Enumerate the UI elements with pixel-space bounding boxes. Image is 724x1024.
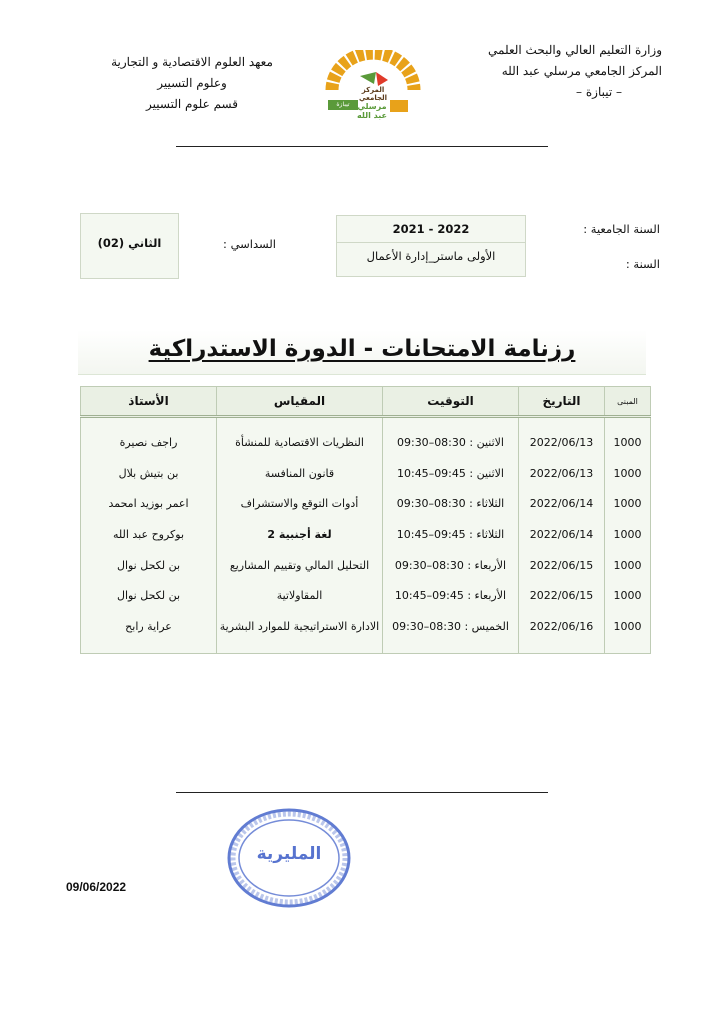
center-line: المركز الجامعي مرسلي عبد الله — [501, 64, 662, 78]
cell-time: الأربعاء : 09:45–10:45 — [383, 580, 519, 611]
cell-teacher: اعمر بوزيد امحمد — [81, 488, 217, 519]
year-level-box — [336, 215, 526, 277]
institute-line-2: وعلوم التسيير — [157, 76, 227, 90]
cell-teacher: راجف نصيرة — [81, 417, 217, 458]
cell-module: التحليل المالي وتقييم المشاريع — [217, 550, 383, 581]
cell-time: الخميس : 08:30–09:30 — [383, 611, 519, 653]
cell-teacher: بوكروح عبد الله — [81, 519, 217, 550]
logo-label-city: تيبازة — [336, 101, 350, 108]
cell-building: 1000 — [605, 417, 651, 458]
ministry-line: وزارة التعليم العالي والبحث العلمي — [488, 43, 662, 57]
col-module: المقياس — [217, 387, 383, 417]
university-logo — [318, 50, 428, 120]
cell-module: الادارة الاستراتيجية للموارد البشرية — [217, 611, 383, 653]
cell-time: الاثنين : 08:30–09:30 — [383, 417, 519, 458]
exam-schedule-table — [80, 386, 651, 654]
department-line: قسم علوم التسيير — [146, 97, 238, 111]
cell-building: 1000 — [605, 550, 651, 581]
official-stamp — [224, 806, 354, 910]
col-teacher: الأستاذ — [81, 387, 217, 417]
cell-teacher: بن بتيش بلال — [81, 458, 217, 489]
logo-label-name: مرسلي عبد الله — [357, 102, 387, 120]
stamp-center-text: المليرية — [256, 844, 322, 864]
cell-date: 2022/06/15 — [519, 550, 605, 581]
cell-date: 2022/06/15 — [519, 580, 605, 611]
document-date: 09/06/2022 — [66, 880, 127, 894]
cell-teacher: عراية رابح — [81, 611, 217, 653]
level-label: السنة : — [625, 257, 660, 271]
table-row — [81, 580, 651, 611]
table-header-row — [81, 387, 651, 417]
cell-building: 1000 — [605, 611, 651, 653]
cell-module: المقاولاتية — [217, 580, 383, 611]
semester-box — [80, 213, 179, 279]
cell-time: الأربعاء : 08:30–09:30 — [383, 550, 519, 581]
page-title: رزنامة الامتحانات - الدورة الاستدراكية — [148, 336, 576, 362]
col-time: التوقيت — [383, 387, 519, 417]
institute-header — [92, 52, 292, 115]
cell-module: أدوات التوقع والاستشراف — [217, 488, 383, 519]
semester-label: السداسي : — [223, 237, 276, 251]
level-value: الأولى ماستر_إدارة الأعمال — [366, 249, 496, 263]
cell-module: قانون المنافسة — [217, 458, 383, 489]
footer-divider — [176, 792, 548, 793]
logo-label-top: المركز الجامعي — [358, 86, 388, 102]
year-value: 2022 - 2021 — [337, 216, 525, 243]
table-row — [81, 550, 651, 581]
cell-date: 2022/06/14 — [519, 488, 605, 519]
table-row — [81, 611, 651, 653]
header-divider — [176, 146, 548, 147]
cell-teacher: بن لكحل نوال — [81, 550, 217, 581]
cell-module: لغة أجنبية 2 — [217, 519, 383, 550]
cell-time: الثلاثاء : 08:30–09:30 — [383, 488, 519, 519]
cell-time: الاثنين : 09:45–10:45 — [383, 458, 519, 489]
cell-module: النظريات الاقتصادية للمنشأة — [217, 417, 383, 458]
cell-time: الثلاثاء : 09:45–10:45 — [383, 519, 519, 550]
cell-date: 2022/06/14 — [519, 519, 605, 550]
cell-building: 1000 — [605, 519, 651, 550]
cell-date: 2022/06/13 — [519, 417, 605, 458]
table-row — [81, 458, 651, 489]
col-building: المبنى — [605, 387, 651, 417]
cell-building: 1000 — [605, 458, 651, 489]
cell-teacher: بن لكحل نوال — [81, 580, 217, 611]
table-row — [81, 417, 651, 458]
col-date: التاريخ — [519, 387, 605, 417]
city-line: – تيبازة – — [576, 85, 622, 99]
table-row — [81, 488, 651, 519]
semester-value: الثاني (02) — [97, 236, 162, 250]
cell-date: 2022/06/16 — [519, 611, 605, 653]
cell-building: 1000 — [605, 580, 651, 611]
ministry-header — [402, 40, 662, 103]
institute-line: معهد العلوم الاقتصادية و التجارية — [111, 55, 273, 69]
year-label: السنة الجامعية : — [583, 222, 660, 236]
cell-date: 2022/06/13 — [519, 458, 605, 489]
table-row — [81, 519, 651, 550]
cell-building: 1000 — [605, 488, 651, 519]
